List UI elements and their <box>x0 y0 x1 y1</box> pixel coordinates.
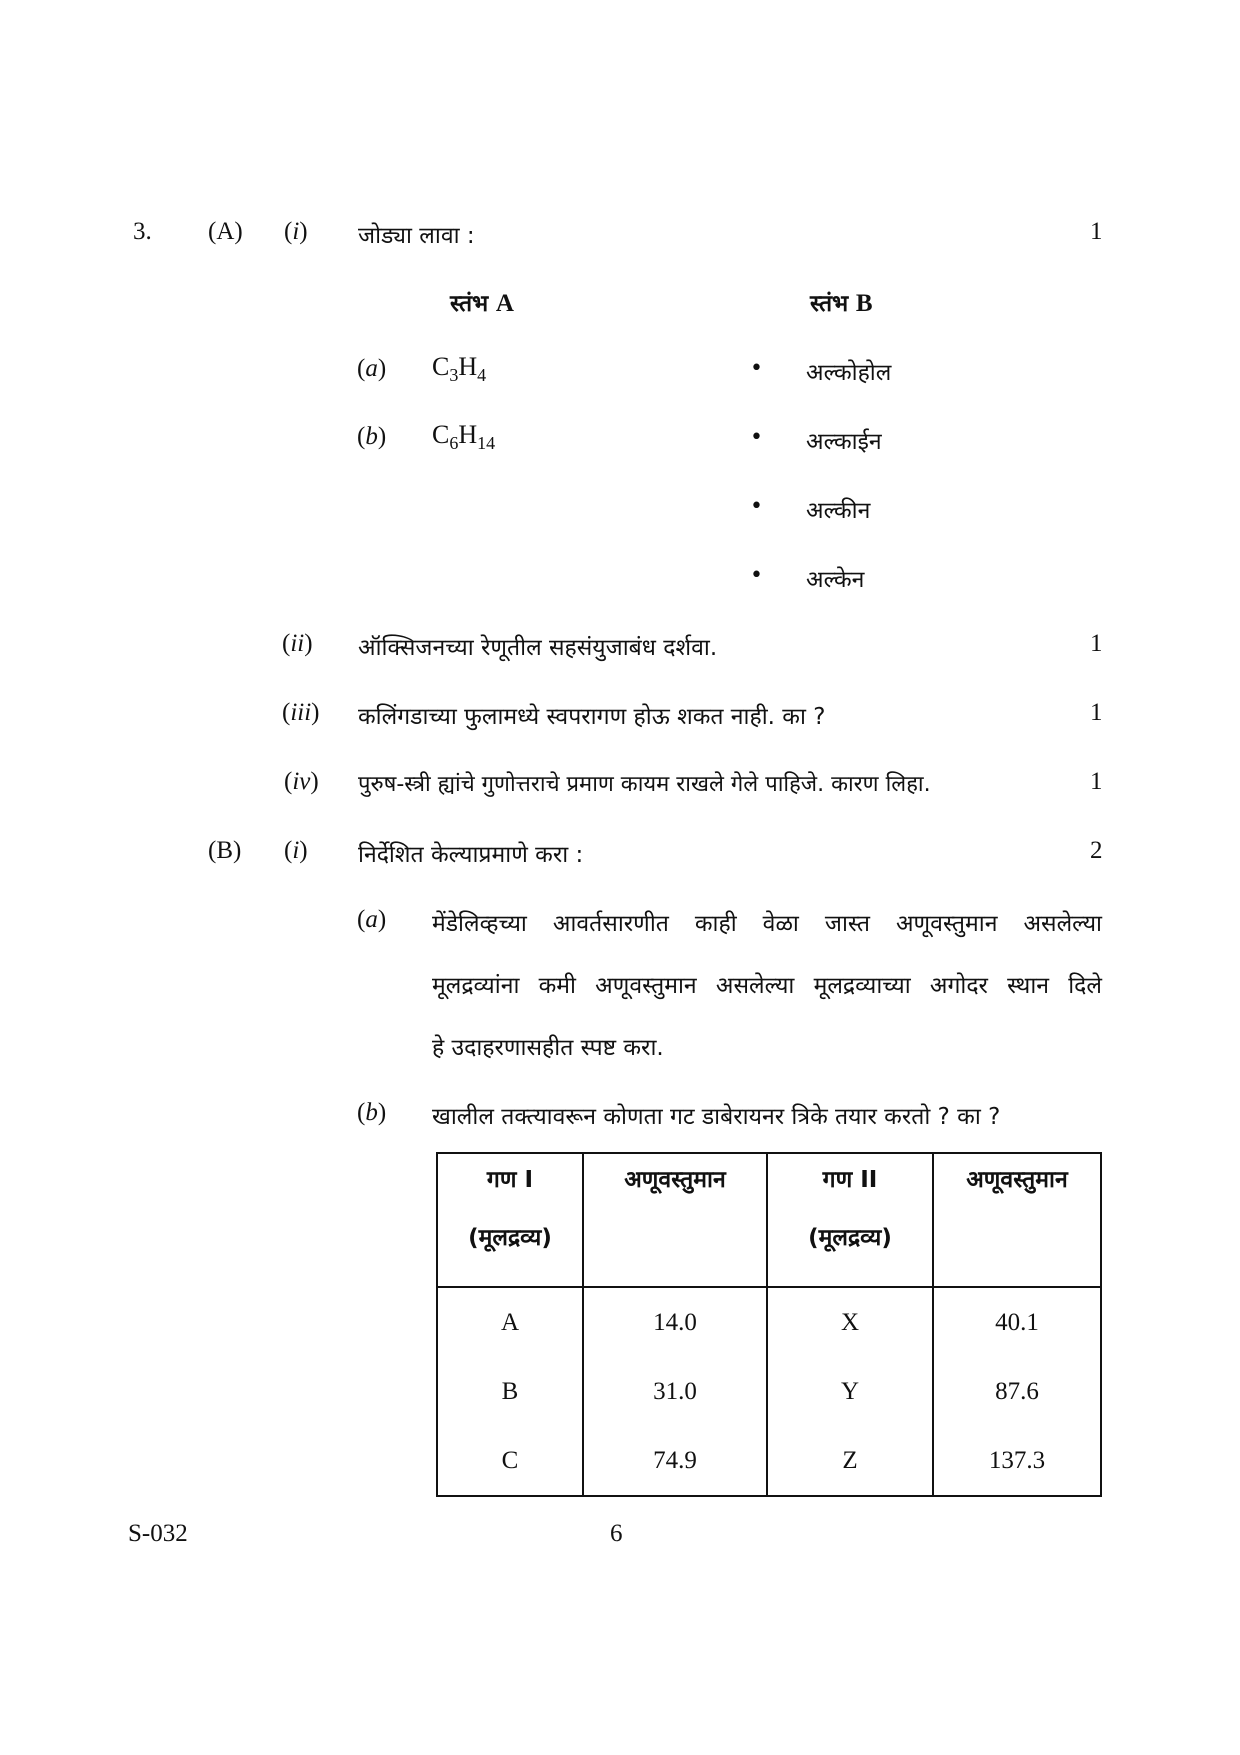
formula-c3h4: $C_3H_4$ <box>432 352 487 385</box>
marks-A-ii: 1 <box>1090 630 1103 657</box>
subq-label-B-i: (i) <box>284 837 308 864</box>
subq-label-A-iv: (iv) <box>284 768 319 795</box>
subq-text-B-i: निर्देशित केल्याप्रमाणे करा : <box>358 842 584 868</box>
bullet-icon: • <box>750 563 763 588</box>
column-b-item: अल्काईन <box>806 429 882 455</box>
subq-text-A-ii: ऑक्सिजनच्या रेणूतील सहसंयुजाबंध दर्शवा. <box>358 635 718 661</box>
part-label-a: (a) <box>357 906 387 933</box>
table-cell: X Y Z <box>767 1287 933 1496</box>
part-a-line-2: मूलद्रव्यांना कमी अणूवस्तुमान असलेल्या मूलद्रव्याच्या अगोदर स्थान दिले <box>432 973 1102 999</box>
table-header-cell: अणूवस्तुमान <box>583 1153 767 1287</box>
subq-label-A-iii: (iii) <box>282 699 320 726</box>
table-header-cell: अणूवस्तुमान <box>933 1153 1101 1287</box>
column-a-header: स्तंभ A <box>450 290 514 317</box>
subq-text-A-i: जोड्या लावा : <box>358 223 475 249</box>
table-cell: A B C <box>437 1287 583 1496</box>
part-a-line-3: हे उदाहरणासहीत स्पष्ट करा. <box>432 1035 664 1061</box>
bullet-icon: • <box>750 425 763 450</box>
bullet-icon: • <box>750 494 763 519</box>
table-header-cell: गण I (मूलद्रव्य) <box>437 1153 583 1287</box>
part-a-line-1: मेंडेलिव्हच्या आवर्तसारणीत काही वेळा जास्त अणूवस्तुमान असलेल्या <box>432 911 1102 937</box>
paper-code: S-032 <box>128 1520 188 1547</box>
section-b-label: (B) <box>208 837 242 864</box>
page-number: 6 <box>610 1520 623 1547</box>
table-body-row <box>437 1287 1101 1496</box>
match-label-b: (b) <box>357 423 387 450</box>
marks-B-i: 2 <box>1090 837 1103 864</box>
question-number: 3. <box>133 218 152 245</box>
section-a-label: (A) <box>208 218 243 245</box>
table-cell: 14.0 31.0 74.9 <box>583 1287 767 1496</box>
match-label-a: (a) <box>357 355 387 382</box>
column-b-header: स्तंभ B <box>810 290 873 317</box>
subq-text-A-iv: पुरुष-स्त्री ह्यांचे गुणोत्तराचे प्रमाण कायम राखले गेले पाहिजे. कारण लिहा. <box>358 772 931 797</box>
column-b-item: अल्कीन <box>806 498 871 524</box>
dobereiner-table <box>436 1152 1102 1497</box>
subq-label-A-ii: (ii) <box>282 630 313 657</box>
bullet-icon: • <box>750 356 763 381</box>
part-b-text: खालील तक्त्यावरून कोणता गट डाबेरायनर त्रिके तयार करतो ? का ? <box>432 1104 1001 1130</box>
part-label-b: (b) <box>357 1099 387 1126</box>
formula-c6h14: $C_6H_{14}$ <box>432 420 496 453</box>
subq-text-A-iii: कलिंगडाच्या फुलामध्ये स्वपरागण होऊ शकत नाही. का ? <box>358 704 826 730</box>
table-cell: 40.1 87.6 137.3 <box>933 1287 1101 1496</box>
column-b-item: अल्केन <box>806 567 865 593</box>
table-header-cell: गण II (मूलद्रव्य) <box>767 1153 933 1287</box>
marks-A-iv: 1 <box>1090 768 1103 795</box>
subq-label-A-i: (i) <box>284 218 308 245</box>
table-header-row <box>437 1153 1101 1287</box>
column-b-item: अल्कोहोल <box>806 360 892 386</box>
marks-A-iii: 1 <box>1090 699 1103 726</box>
marks-A-i: 1 <box>1090 218 1103 245</box>
